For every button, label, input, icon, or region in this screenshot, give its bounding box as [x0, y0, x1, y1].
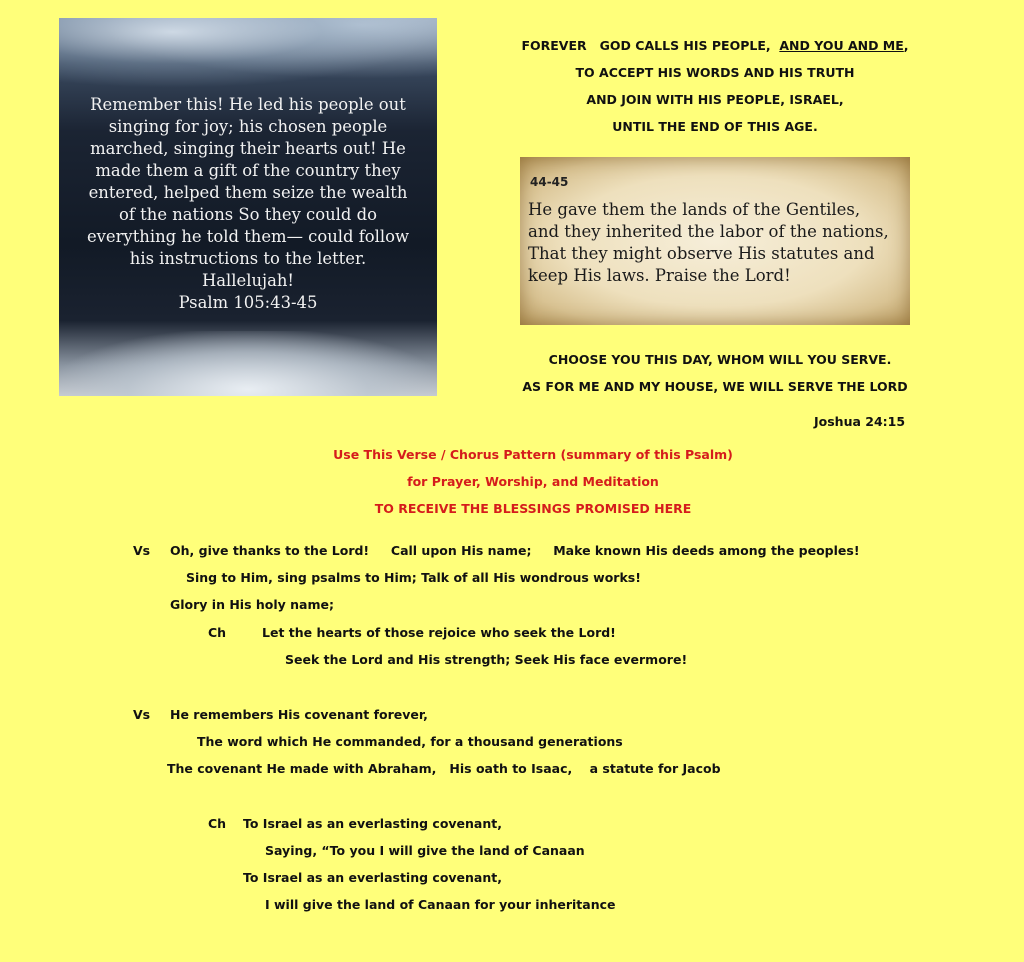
psalm-line: made them a gift of the country they — [95, 161, 401, 180]
stanza2-chorus-line-4: I will give the land of Canaan for your inheritance — [265, 897, 616, 912]
chorus-label: Ch — [208, 816, 227, 831]
snow-texture-bottom — [59, 331, 437, 396]
stanza2-chorus-line-2: Saying, “To you I will give the land of Canaan — [265, 843, 585, 858]
heading-line-1 — [515, 38, 915, 53]
heading-line-2: TO ACCEPT HIS WORDS AND HIS TRUTH — [575, 65, 855, 80]
instruction-line-1: Use This Verse / Chorus Pattern (summary of this Psalm) — [333, 447, 733, 462]
psalm-line: Hallelujah! — [201, 271, 295, 290]
psalm-line: singing for joy; his chosen people — [108, 117, 388, 136]
stanza2-verse-line-3: The covenant He made with Abraham, His oath to Isaac, a statute for Jacob — [167, 761, 721, 776]
verse-label: Vs — [133, 543, 151, 558]
stanza1-chorus-line-1: Let the hearts of those rejoice who seek the Lord! — [262, 625, 616, 640]
heading-line-1-c: , — [903, 38, 909, 53]
stanza2-verse-line-2: The word which He commanded, for a thousand generations — [197, 734, 623, 749]
stanza1-verse-line-3: Glory in His holy name; — [170, 597, 334, 612]
psalm-line: of the nations So they could do — [119, 205, 377, 224]
stanza2-chorus-line-1: To Israel as an everlasting covenant, — [243, 816, 502, 831]
verse-number: 44-45 — [530, 175, 569, 189]
heading-underlined-text: AND YOU AND ME — [779, 38, 904, 53]
stanza2-verse-line-1: He remembers His covenant forever, — [170, 707, 428, 722]
stanza2-chorus-line-3: To Israel as an everlasting covenant, — [243, 870, 502, 885]
psalm-line: everything he told them— could follow — [86, 227, 410, 246]
heading-line-4: UNTIL THE END OF THIS AGE. — [612, 119, 818, 134]
psalm-line: marched, singing their hearts out! He — [90, 139, 406, 158]
joshua-reference: Joshua 24:15 — [814, 414, 906, 429]
psalm-quote-text — [71, 94, 425, 314]
instruction-line-2: for Prayer, Worship, and Meditation — [407, 474, 659, 489]
choose-line-1: CHOOSE YOU THIS DAY, WHOM WILL YOU SERVE. — [548, 352, 892, 367]
heading-line-3: AND JOIN WITH HIS PEOPLE, ISRAEL, — [586, 92, 844, 107]
parchment-verse-text: He gave them the lands of the Gentiles, and they inherited the labor of the nations, That they might observe His statutes and keep His laws. Praise the Lord! — [528, 200, 889, 285]
psalm-reference: Psalm 105:43-45 — [178, 293, 318, 312]
verse-label: Vs — [133, 707, 151, 722]
chorus-label: Ch — [208, 625, 227, 640]
choose-line-2: AS FOR ME AND MY HOUSE, WE WILL SERVE THE LORD — [522, 379, 908, 394]
stanza1-verse-line-2: Sing to Him, sing psalms to Him; Talk of all His wondrous works! — [186, 570, 641, 585]
parchment-verse-image — [520, 157, 910, 325]
heading-line-1-a: FOREVER GOD CALLS HIS PEOPLE, — [521, 38, 780, 53]
psalm-line: Remember this! He led his people out — [90, 95, 406, 114]
instruction-line-3: TO RECEIVE THE BLESSINGS PROMISED HERE — [374, 501, 692, 516]
snow-texture-top — [59, 18, 437, 88]
stanza1-chorus-line-2: Seek the Lord and His strength; Seek His face evermore! — [285, 652, 688, 667]
psalm-line: his instructions to the letter. — [129, 249, 367, 268]
psalm-105-image — [59, 18, 437, 396]
psalm-line: entered, helped them seize the wealth — [88, 183, 408, 202]
stanza1-verse-line-1: Oh, give thanks to the Lord! Call upon His name; Make known His deeds among the peoples! — [170, 543, 860, 558]
